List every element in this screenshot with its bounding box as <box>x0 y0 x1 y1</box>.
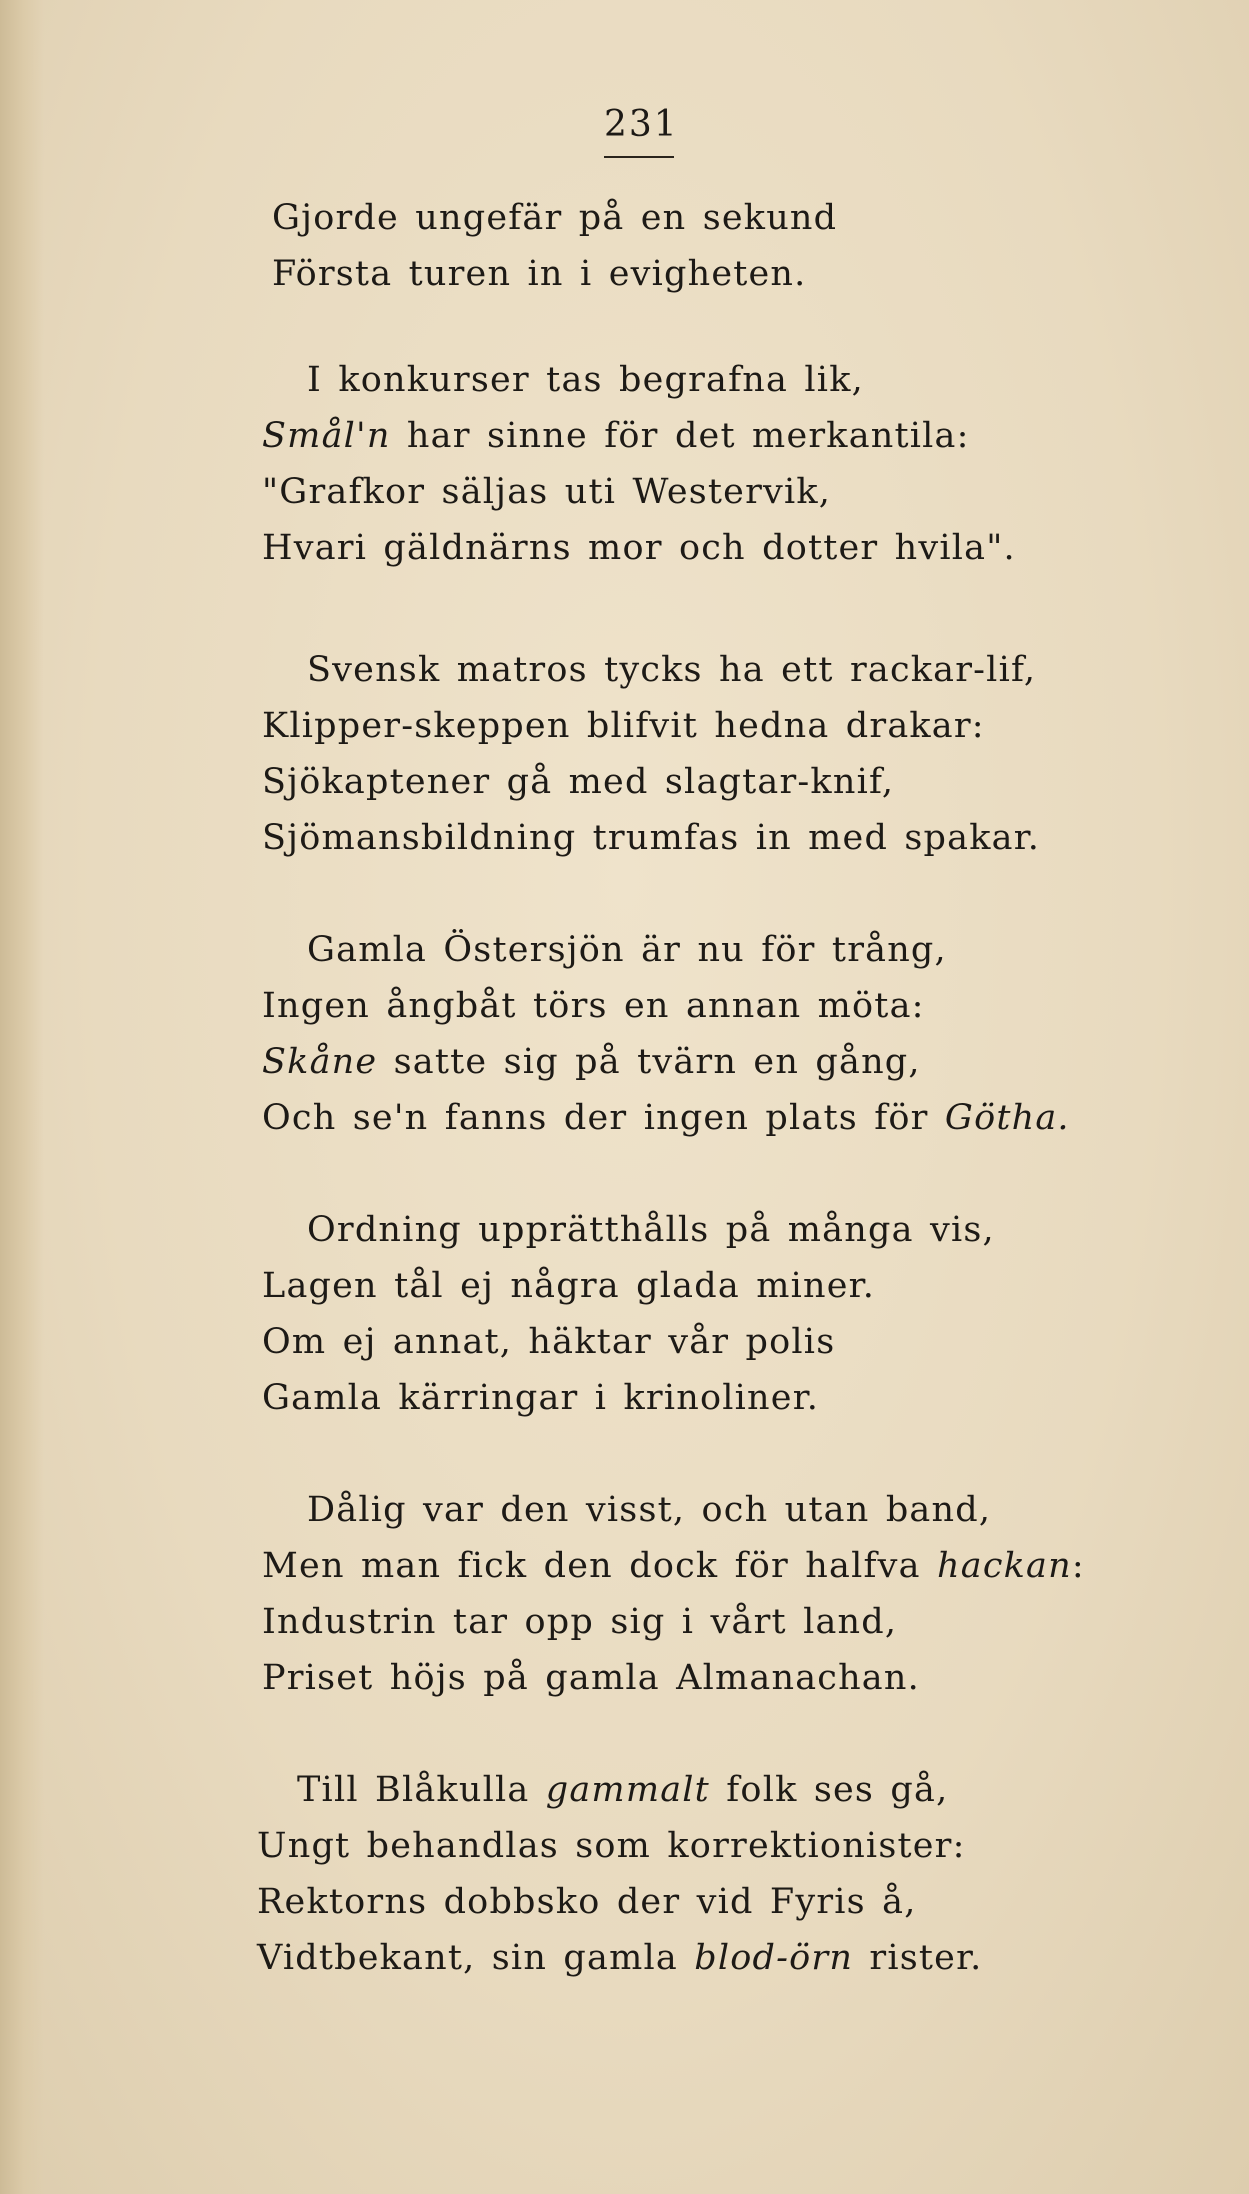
line-text: I konkurser tas begrafna lik, <box>307 360 864 400</box>
verse-line <box>272 198 837 238</box>
line-text: Hvari gäldnärns mor och dotter hvila". <box>262 528 1016 568</box>
line-text: Ingen ångbåt törs en annan möta: <box>262 986 925 1026</box>
line-text: folk ses gå, <box>709 1770 949 1810</box>
line-text: Gamla Östersjön är nu för trång, <box>307 930 947 970</box>
verse-line <box>262 986 925 1026</box>
line-text: Gamla kärringar i krinoliner. <box>262 1378 820 1418</box>
verse-line <box>307 930 947 970</box>
verse-line <box>307 1490 991 1530</box>
line-text: har sinne för det merkantila: <box>390 416 970 456</box>
verse-line <box>262 1098 1070 1138</box>
line-text: Lagen tål ej några glada miner. <box>262 1266 876 1306</box>
verse-line <box>307 1210 995 1250</box>
italic-word: Skåne <box>262 1042 378 1082</box>
verse-line <box>307 360 864 400</box>
line-text: Priset höjs på gamla Almanachan. <box>262 1658 920 1698</box>
italic-word: Götha. <box>944 1098 1070 1138</box>
line-text: Klipper-skeppen blifvit hedna drakar: <box>262 706 985 746</box>
verse-line <box>262 1378 819 1418</box>
line-text: "Grafkor säljas uti Westervik, <box>262 472 832 512</box>
line-text: Ungt behandlas som korrektionister: <box>257 1826 966 1866</box>
verse-line <box>257 1826 966 1866</box>
verse-line <box>262 1266 875 1306</box>
line-text: Och se'n fanns der ingen plats för <box>262 1098 945 1138</box>
italic-word: hackan <box>937 1546 1072 1586</box>
verse-line <box>307 650 1036 690</box>
line-text: Ordning upprätthålls på många vis, <box>307 1210 995 1250</box>
verse-line <box>262 762 894 802</box>
line-text: satte sig på tvärn en gång, <box>377 1042 921 1082</box>
page-number-underline <box>604 156 674 158</box>
verse-line <box>257 1938 983 1978</box>
line-text: Till Blåkulla <box>297 1770 546 1810</box>
line-text: Om ej annat, häktar vår polis <box>262 1322 836 1362</box>
line-text: Dålig var den visst, och utan band, <box>307 1490 992 1530</box>
italic-word: blod-örn <box>694 1938 854 1978</box>
verse-line <box>272 254 806 294</box>
line-text: Svensk matros tycks ha ett rackar-lif, <box>307 650 1037 690</box>
verse-line <box>257 1882 917 1922</box>
verse-line <box>262 528 1016 568</box>
verse-line <box>262 1042 921 1082</box>
verse-line <box>297 1770 948 1810</box>
line-text: Men man fick den dock för halfva <box>262 1546 938 1586</box>
page-gutter-shadow <box>0 0 44 2194</box>
line-text: Sjökaptener gå med slagtar-knif, <box>262 762 895 802</box>
line-text: : <box>1071 1546 1085 1586</box>
italic-word: gammalt <box>545 1770 710 1810</box>
verse-line <box>262 818 1040 858</box>
verse-line <box>262 1322 835 1362</box>
line-text: Vidtbekant, sin gamla <box>257 1938 695 1978</box>
line-text: Första turen in i evigheten. <box>272 254 807 294</box>
italic-word: Smål'n <box>262 416 391 456</box>
verse-line <box>262 1602 897 1642</box>
verse-line <box>262 706 985 746</box>
line-text: Rektorns dobbsko der vid Fyris å, <box>257 1882 917 1922</box>
line-text: Sjömansbildning trumfas in med spakar. <box>262 818 1041 858</box>
page-number: 231 <box>604 104 679 145</box>
verse-line <box>262 472 831 512</box>
line-text: rister. <box>853 1938 983 1978</box>
verse-line <box>262 416 970 456</box>
verse-line <box>262 1658 920 1698</box>
verse-line <box>262 1546 1085 1586</box>
line-text: Industrin tar opp sig i vårt land, <box>262 1602 898 1642</box>
line-text: Gjorde ungefär på en sekund <box>272 198 838 238</box>
